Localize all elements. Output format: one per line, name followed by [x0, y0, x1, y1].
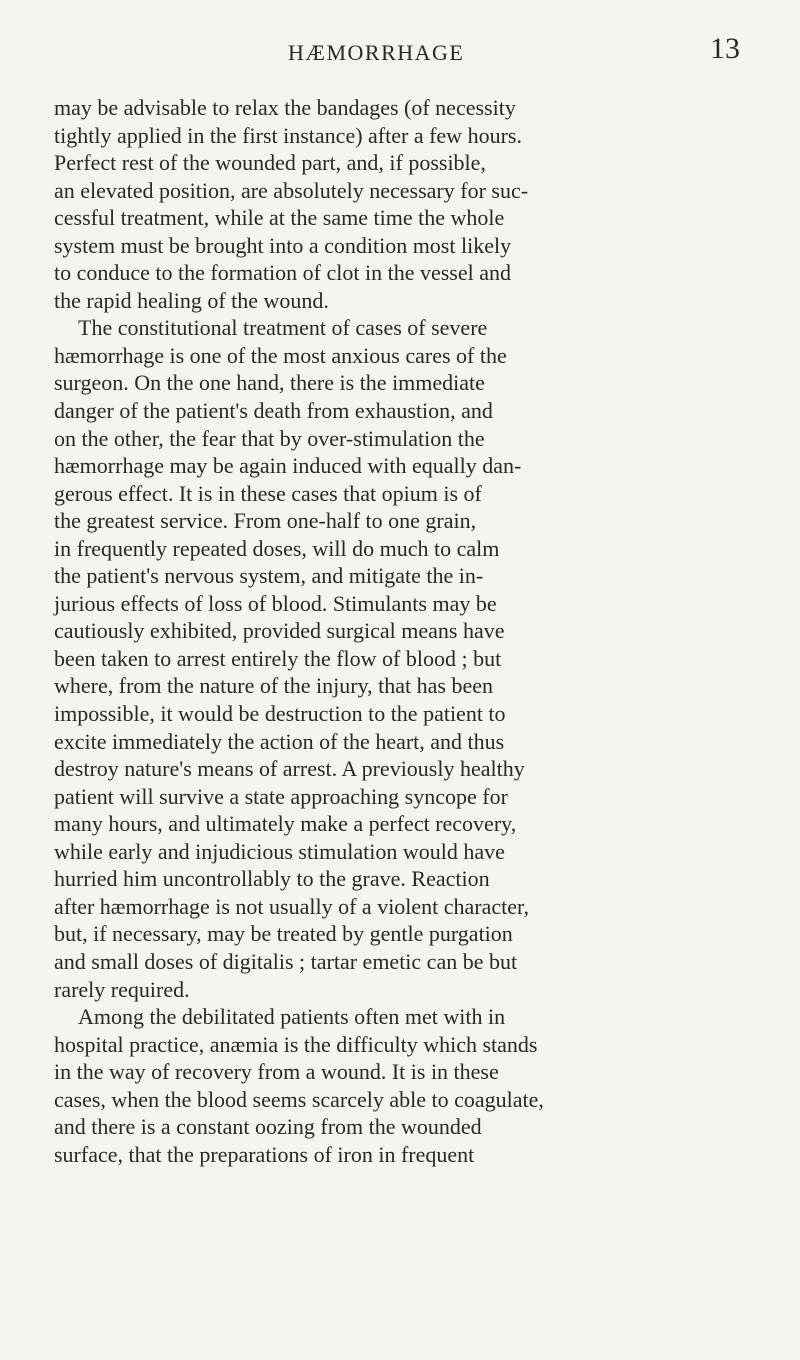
text-line: been taken to arrest entirely the flow of blood ; but	[54, 645, 502, 671]
text-line: hæmorrhage is one of the most anxious cares of the	[54, 342, 507, 368]
running-head: HÆMORRHAGE	[288, 40, 465, 65]
text-line: excite immediately the action of the heart, and thus	[54, 728, 505, 754]
body-text	[0, 94, 800, 1168]
text-line: and small doses of digitalis ; tartar emetic can be but	[54, 948, 518, 974]
text-line: the greatest service. From one-half to one grain,	[54, 508, 477, 534]
text-line: after hæmorrhage is not usually of a violent character,	[54, 893, 529, 919]
text-line: in frequently repeated doses, will do much to calm	[54, 535, 500, 561]
text-line: cases, when the blood seems scarcely able to coagulate,	[54, 1086, 544, 1112]
page-number: 13	[710, 32, 740, 65]
text-line: surgeon. On the one hand, there is the immediate	[54, 370, 485, 396]
text-line: patient will survive a state approaching syncope for	[54, 783, 508, 809]
text-line: may be advisable to relax the bandages (of necessity	[54, 95, 516, 120]
text-line: while early and injudicious stimulation would have	[54, 838, 505, 864]
text-line: the rapid healing of the wound.	[54, 287, 329, 313]
text-line: but, if necessary, may be treated by gentle purgation	[54, 921, 513, 947]
text-line: many hours, and ultimately make a perfect recovery,	[54, 811, 517, 837]
text-line: cessful treatment, while at the same time the whole	[54, 205, 505, 231]
text-line: system must be brought into a condition most likely	[54, 232, 512, 258]
text-line: Perfect rest of the wounded part, and, if possible,	[54, 150, 486, 176]
text-line: surface, that the preparations of iron in frequent	[54, 1141, 475, 1167]
text-line: where, from the nature of the injury, that has been	[54, 673, 494, 699]
text-line: on the other, the fear that by over-stimulation the	[54, 425, 485, 451]
text-line: hospital practice, anæmia is the difficulty which stands	[54, 1031, 538, 1057]
text-line: hurried him uncontrollably to the grave. Reaction	[54, 866, 490, 892]
paragraph-start-line: The constitutional treatment of cases of severe	[78, 315, 488, 341]
text-line: destroy nature's means of arrest. A previously healthy	[54, 756, 525, 782]
text-line: danger of the patient's death from exhaustion, and	[54, 398, 493, 424]
text-line: impossible, it would be destruction to the patient to	[54, 701, 506, 727]
text-line: jurious effects of loss of blood. Stimulants may be	[54, 590, 497, 616]
text-line: rarely required.	[54, 976, 190, 1002]
text-line: cautiously exhibited, provided surgical means have	[54, 618, 505, 644]
text-line: tightly applied in the first instance) after a few hours.	[54, 122, 522, 148]
text-line: gerous effect. It is in these cases that opium is of	[54, 480, 482, 506]
text-line: hæmorrhage may be again induced with equally dan-	[54, 453, 522, 479]
text-line: the patient's nervous system, and mitigate the in-	[54, 563, 484, 589]
text-line: and there is a constant oozing from the wounded	[54, 1114, 482, 1140]
text-line: in the way of recovery from a wound. It is in these	[54, 1059, 499, 1085]
text-line: to conduce to the formation of clot in the vessel and	[54, 260, 511, 286]
text-line: an elevated position, are absolutely necessary for suc-	[54, 177, 529, 203]
paragraph-start-line: Among the debilitated patients often met with in	[78, 1004, 506, 1030]
